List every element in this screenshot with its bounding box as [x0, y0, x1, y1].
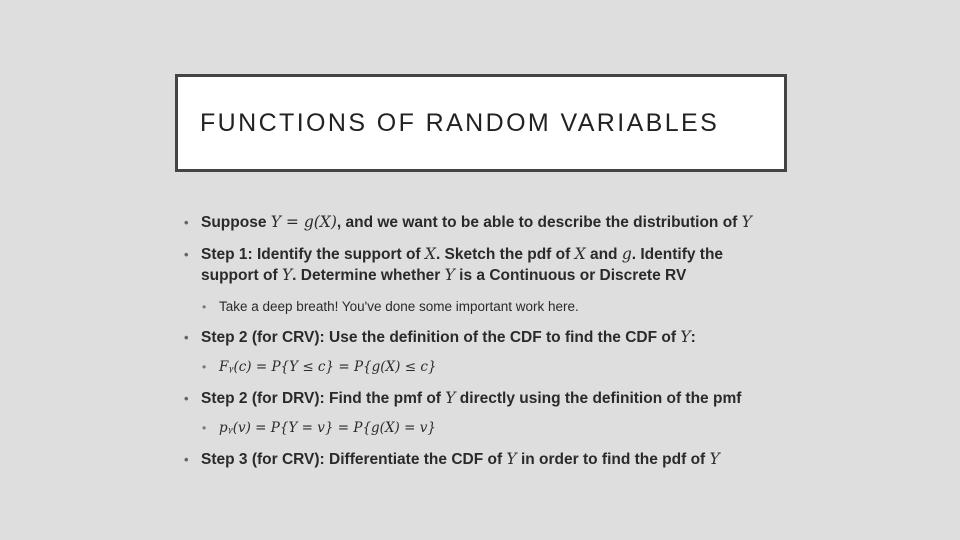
bullet-text: Step 2 (for DRV): Find the pmf of — [201, 390, 446, 407]
bullet-text: directly using the definition of the pmf — [455, 390, 742, 407]
bullet-text: : — [690, 329, 696, 346]
bullet-dot: • — [184, 391, 189, 406]
bullet-text: Suppose — [201, 214, 271, 231]
slide-title: FUNCTIONS OF RANDOM VARIABLES — [200, 108, 720, 137]
math-expression: Y — [506, 450, 517, 468]
title-box — [175, 74, 787, 172]
math-expression: Y — [281, 266, 293, 284]
bullet-dot: • — [184, 452, 189, 467]
bullet-dot: • — [202, 421, 207, 435]
bullet-dot: • — [202, 360, 207, 374]
math-expression: X — [574, 245, 586, 263]
bullet-text: is a Continuous or Discrete RV — [454, 267, 687, 284]
cdf-formula: Fᵧ(c) = P{Y ≤ c} = P{g(X) ≤ c} — [219, 359, 437, 375]
math-expression: Y — [680, 328, 691, 346]
math-expression: Y — [709, 450, 720, 468]
bullet-text: , and we want to be able to describe the distribution of — [336, 214, 742, 231]
bullet-text: support of — [201, 267, 282, 284]
math-expression: Y = g(X) — [270, 213, 337, 231]
bullet-dot: • — [184, 215, 189, 230]
bullet-text: and — [585, 246, 622, 263]
math-expression: X — [424, 245, 436, 263]
bullet-text: . Sketch the pdf of — [435, 246, 575, 263]
bullet-text: in order to find the pdf of — [516, 451, 710, 468]
bullet-text: Take a deep breath! You've done some important work here. — [219, 299, 579, 314]
pmf-formula: pᵧ(v) = P{Y = v} = P{g(X) = v} — [219, 420, 436, 436]
math-expression: Y — [741, 213, 752, 231]
bullet-dot: • — [184, 330, 189, 345]
math-expression: Y — [445, 389, 456, 407]
math-expression: g — [621, 245, 632, 263]
bullet-text: Step 2 (for CRV): Use the definition of the CDF to find the CDF of — [201, 329, 681, 346]
math-expression: Y — [444, 266, 455, 284]
bullet-text: Step 1: Identify the support of — [201, 246, 425, 263]
bullet-dot: • — [202, 300, 207, 314]
bullet-text: . Identify the — [631, 246, 724, 263]
bullet-dot: • — [184, 247, 189, 262]
bullet-text: Step 3 (for CRV): Differentiate the CDF of — [201, 451, 507, 468]
bullet-text: . Determine whether — [292, 267, 445, 284]
